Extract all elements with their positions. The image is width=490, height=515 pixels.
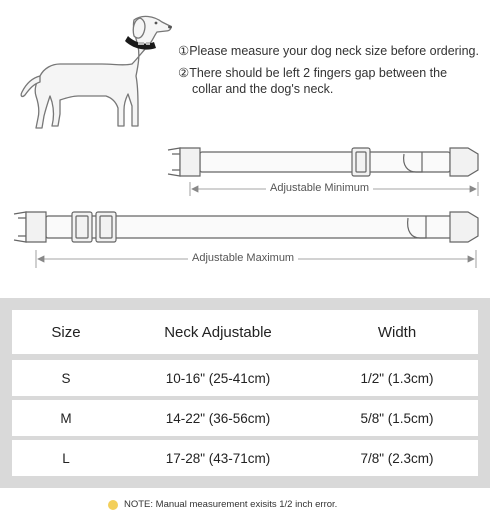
cell-size: L <box>62 450 70 466</box>
collar-maximum-label: Adjustable Maximum <box>188 252 298 264</box>
header-width: Width <box>377 323 417 341</box>
cell-width: 5/8" (1.5cm) <box>360 410 434 426</box>
cell-size: M <box>60 410 72 426</box>
measurement-note <box>108 499 337 510</box>
note-text: NOTE: Manual measurement exisits 1/2 inch error. <box>124 499 338 510</box>
cell-width: 7/8" (2.3cm) <box>360 450 434 466</box>
instruction-line-1: ①Please measure your dog neck size before ordering. <box>178 44 479 58</box>
header-neck-adjustable: Neck Adjustable <box>164 323 272 341</box>
size-table <box>0 298 490 488</box>
instruction-line-2: ②There should be left 2 fingers gap between the <box>178 66 448 80</box>
cell-neck: 14-22" (36-56cm) <box>165 410 271 426</box>
table-row <box>12 360 478 396</box>
cell-size: S <box>61 370 71 386</box>
cell-width: 1/2" (1.3cm) <box>360 370 434 386</box>
table-row <box>12 440 478 476</box>
table-header-row <box>12 310 478 354</box>
instruction-line-3: collar and the dog's neck. <box>192 82 334 96</box>
dog-illustration <box>14 6 174 134</box>
collar-minimum-label: Adjustable Minimum <box>266 182 373 194</box>
cell-neck: 10-16" (25-41cm) <box>165 370 271 386</box>
cell-neck: 17-28" (43-71cm) <box>165 450 271 466</box>
table-row <box>12 400 478 436</box>
header-size: Size <box>51 323 81 341</box>
note-bullet-icon <box>108 500 118 510</box>
